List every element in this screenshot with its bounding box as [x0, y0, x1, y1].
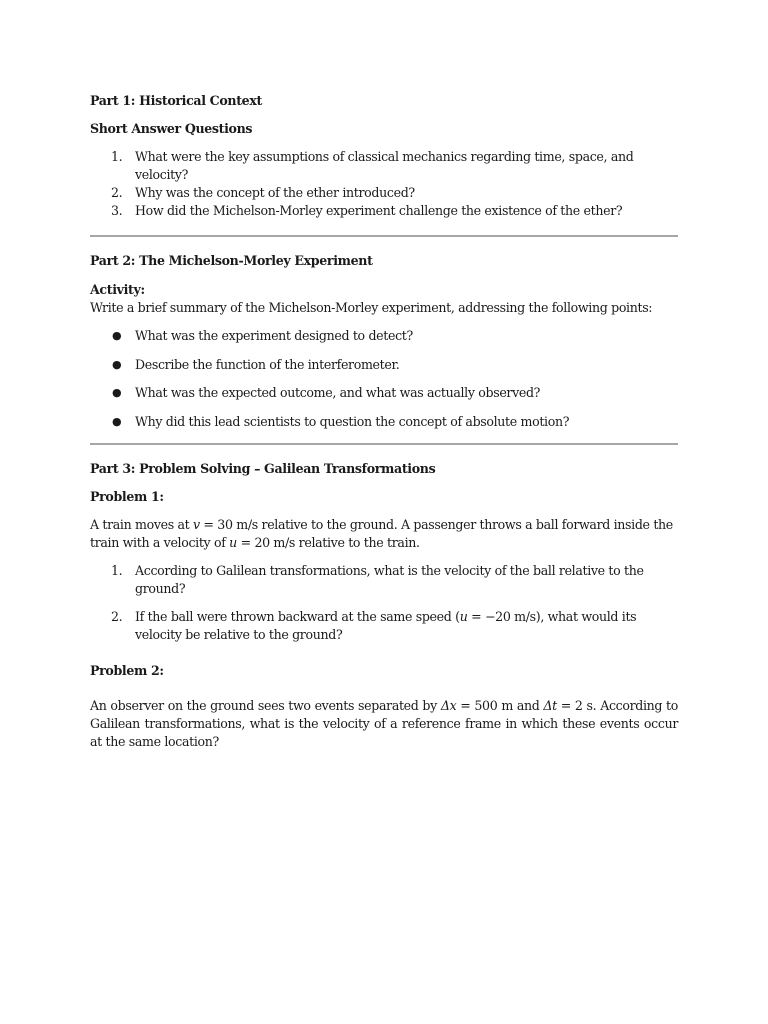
problem2-title: Problem 2:: [90, 662, 164, 678]
section-divider: [90, 443, 678, 445]
part3-title: Part 3: Problem Solving – Galilean Transformations: [90, 460, 436, 476]
list-item: ● Why did this lead scientists to question the concept of absolute motion?: [112, 413, 570, 429]
part2-bullet-list: [90, 327, 678, 431]
part1-subtitle: Short Answer Questions: [90, 121, 253, 136]
problem1-question-list: [90, 562, 678, 644]
worksheet-page: [90, 92, 678, 751]
list-item: ● What was the experiment designed to detect?: [112, 328, 413, 343]
bullet-icon: ●: [112, 414, 122, 428]
bullet-icon: ●: [112, 329, 122, 342]
question-text: What were the key assumptions of classical mechanics regarding time, space, and velocity?: [135, 149, 634, 182]
list-item: ● What was the expected outcome, and what was actually observed?: [112, 385, 541, 400]
activity-label: Activity:: [90, 282, 145, 297]
activity-intro: Write a brief summary of the Michelson-Morley experiment, addressing the following points:: [90, 300, 653, 315]
list-item: 1. According to Galilean transformations, what is the velocity of the ball relative to the ground?: [111, 562, 644, 596]
list-item: 2. If the ball were thrown backward at the same speed (u = −20 m/s), what would its velocity be relative to the ground?: [111, 608, 637, 642]
part1-question-list: [90, 148, 678, 220]
part1-title: Part 1: Historical Context: [90, 93, 262, 108]
section-divider: [90, 235, 678, 237]
problem1-statement: A train moves at v = 30 m/s relative to the ground. A passenger throws a ball forward inside the train with a velocity of u = 20 m/s relative to the train.: [90, 516, 673, 550]
list-item: ● Describe the function of the interferometer.: [112, 356, 400, 372]
bullet-icon: ●: [112, 386, 122, 399]
question-text: How did the Michelson-Morley experiment challenge the existence of the ether?: [135, 203, 623, 218]
bullet-icon: ●: [112, 357, 122, 371]
list-item: 2. Why was the concept of the ether introduced?: [111, 185, 415, 200]
problem1-title: Problem 1:: [90, 488, 164, 504]
list-item: 1. What were the key assumptions of classical mechanics regarding time, space, and velocity?: [111, 149, 634, 182]
problem2-statement: An observer on the ground sees two events separated by Δx = 500 m and Δt = 2 s. According to Galilean transformations, what is the velocity of a reference frame in which these events occur at the same location?: [90, 697, 678, 749]
part2-title: Part 2: The Michelson-Morley Experiment: [90, 253, 373, 268]
list-item: 3. How did the Michelson-Morley experiment challenge the existence of the ether?: [111, 203, 623, 218]
question-text: Why was the concept of the ether introduced?: [135, 185, 415, 200]
